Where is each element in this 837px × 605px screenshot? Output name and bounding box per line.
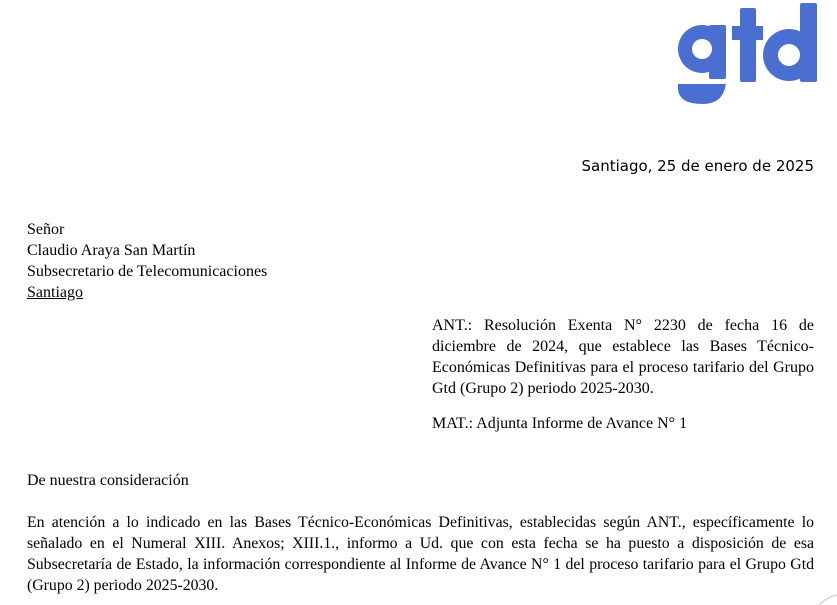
- page-corner-mark: [817, 591, 837, 605]
- recipient-city: Santiago: [27, 284, 83, 301]
- recipient-title: Subsecretario de Telecomunicaciones: [27, 263, 268, 280]
- recipient-block: [27, 219, 267, 303]
- recipient-salutation: Señor: [27, 221, 65, 238]
- recipient-name: Claudio Araya San Martín: [27, 242, 196, 259]
- body-paragraph: En atención a lo indicado en las Bases Técnico-Económicas Definitivas, establecidas según ANT., específicamente lo señalado en el Numeral XIII. Anexos; XIII.1., informo a Ud. que con esta fecha se ha puesto a disposición de esa Subsecretaría de Estado, la información correspondiente al Informe de Avance N° 1 del proceso tarifario para el Grupo Gtd (Grupo 2) periodo 2025-2030.: [27, 514, 814, 594]
- reference-ant: ANT.: Resolución Exenta N° 2230 de fecha 16 de diciembre de 2024, que establece las Bases Técnico-Económicas Definitivas para el proceso tarifario del Grupo Gtd (Grupo 2) periodo 2025-2030.: [432, 317, 814, 397]
- gtd-logo: [672, 0, 824, 106]
- letter-date: Santiago, 25 de enero de 2025: [581, 157, 814, 175]
- greeting: De nuestra consideración: [27, 472, 189, 489]
- reference-mat: MAT.: Adjunta Informe de Avance N° 1: [432, 415, 688, 432]
